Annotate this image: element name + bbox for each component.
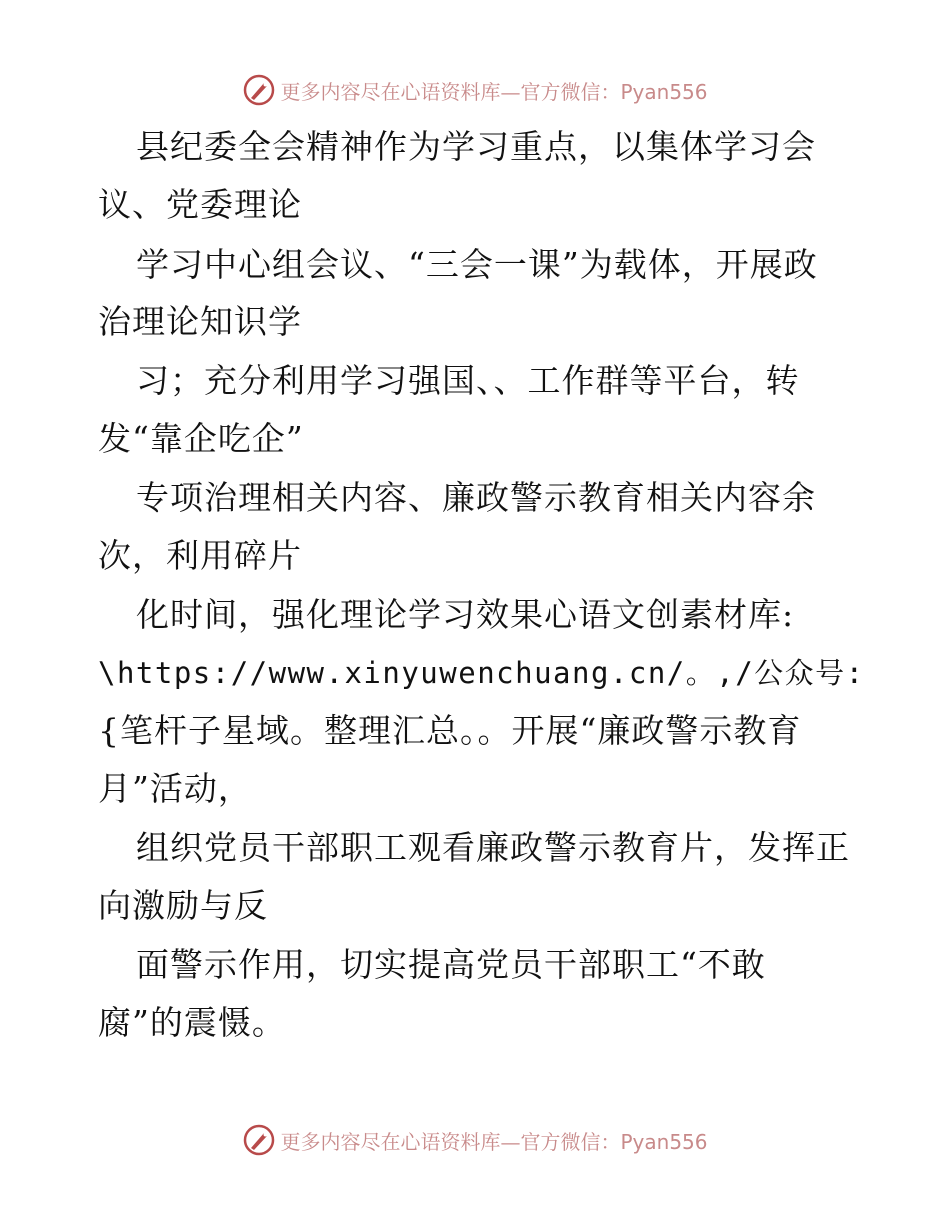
text-line: {笔杆子星域。整理汇总。。开展“廉政警示教育	[98, 711, 802, 750]
text-line: 月”活动，	[98, 769, 252, 808]
text-line: 习；充分利用学习强国、、工作群等平台，转	[136, 361, 800, 400]
text-line: 学习中心组会议、“三会一课”为载体，开展政	[136, 245, 818, 284]
text-line: 议、党委理论	[98, 185, 302, 224]
text-line: 化时间，强化理论学习效果心语文创素材库:	[136, 595, 795, 634]
text-line: 发“靠企吃企”	[98, 419, 304, 458]
text-line: 次，利用碎片	[98, 536, 302, 575]
text-line: 治理论知识学	[98, 302, 302, 341]
pen-nib-seal-icon	[242, 73, 276, 107]
pen-nib-seal-icon	[242, 1123, 276, 1157]
banner-text: 更多内容尽在心语资料库—官方微信：Pyan556	[280, 1129, 708, 1154]
wechat-id: Pyan556	[620, 1129, 708, 1154]
header-watermark-banner	[0, 70, 950, 110]
wechat-id: Pyan556	[620, 79, 708, 104]
text-line: 向激励与反	[98, 886, 268, 925]
text-line-url: \https://www.xinyuwenchuang.cn/。,/公众号:	[98, 656, 865, 690]
text-line: 面警示作用，切实提高党员干部职工“不敢	[136, 945, 766, 984]
text-line: 组织党员干部职工观看廉政警示教育片，发挥正	[136, 828, 850, 867]
text-line: 专项治理相关内容、廉政警示教育相关内容余	[136, 478, 816, 517]
text-line: 腐”的震慑。	[98, 1003, 286, 1042]
banner-text: 更多内容尽在心语资料库—官方微信：Pyan556	[280, 79, 708, 104]
text-line: 县纪委全会精神作为学习重点，以集体学习会	[136, 127, 816, 166]
footer-watermark-banner	[0, 1120, 950, 1160]
